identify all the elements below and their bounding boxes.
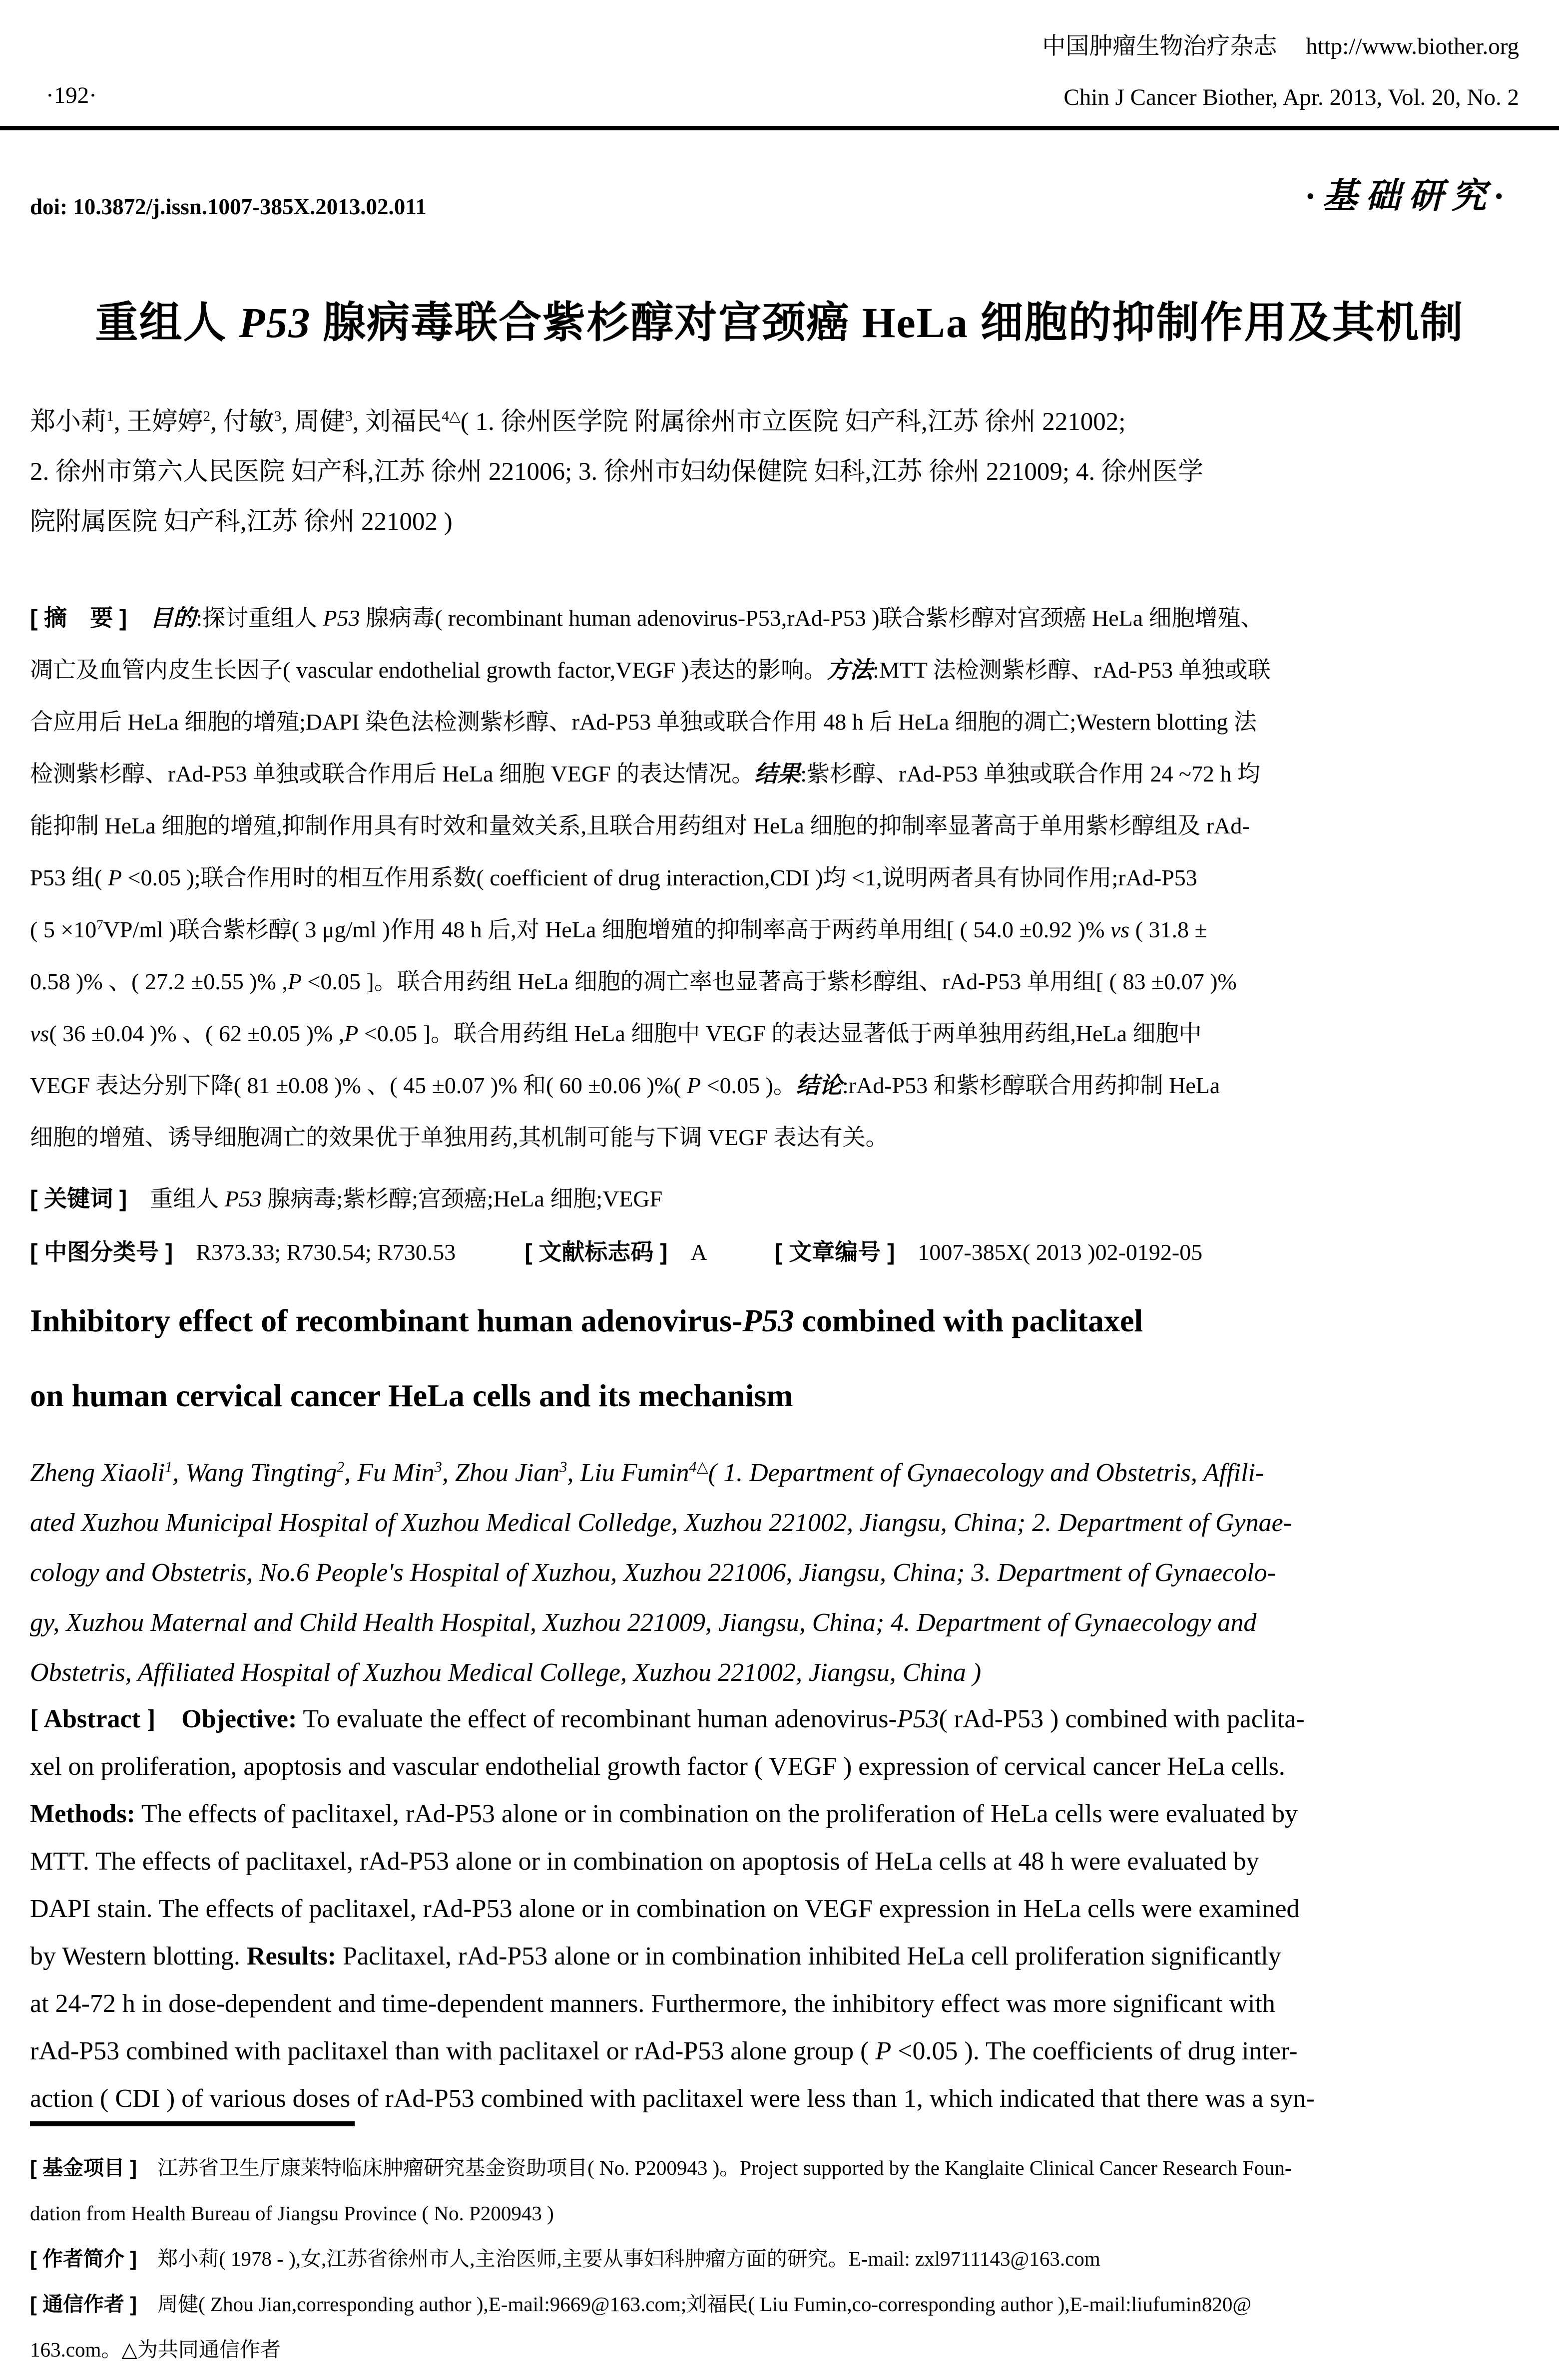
text-line: ( $5 \times 10^7VP/ml$ )联合紫杉醇( 3 μg/ml )作用 48 h 后,对 HeLa 细胞增殖的抑制率高于两药单用组[ ( 54.0 ±0.92 )% vs ( 31.8 ± — [30, 917, 1207, 942]
text-line: cology and Obstetris, No.6 People's Hospital of Xuzhou, Xuzhou 221006, Jiangsu, China; 3. Department of Gynaecolo- — [30, 1559, 1276, 1587]
text-line: dation from Health Bureau of Jiangsu Province ( No. P200943 ) — [30, 2202, 554, 2225]
footnote-rule — [30, 2121, 355, 2126]
text-line: gy, Xuzhou Maternal and Child Health Hospital, Xuzhou 221009, Jiangsu, China; 4. Department of Gynaecology and — [30, 1608, 1257, 1637]
text-line: MTT. The effects of paclitaxel, rAd-P53 alone or in combination on apoptosis of HeLa cells at 48 h were evaluated by — [30, 1847, 1259, 1876]
text-line: 合应用后 HeLa 细胞的增殖;DAPI 染色法检测紫杉醇、rAd-P53 单独或联合作用 48 h 后 HeLa 细胞的凋亡;Western blotting 法 — [30, 709, 1257, 735]
keywords-cn: [ 关键词 ] 重组人 P53 腺病毒;紫杉醇;宫颈癌;HeLa 细胞;VEGF — [30, 1186, 663, 1211]
text-line: [ 作者简介 ] 郑小莉( 1978 - ),女,江苏省徐州市人,主治医师,主要从事妇科肿瘤方面的研究。E-mail: zxl9711143@163.com — [30, 2247, 1100, 2270]
text-line: on human cervical cancer HeLa cells and its mechanism — [30, 1378, 793, 1413]
footnotes — [30, 2145, 1529, 2373]
text-line: DAPI stain. The effects of paclitaxel, rAd-P53 alone or in combination on VEGF expression in HeLa cells were examined — [30, 1895, 1300, 1923]
text-line: by Western blotting. Results: Paclitaxel, rAd-P53 alone or in combination inhibited HeLa cell proliferation significantly — [30, 1942, 1281, 1971]
column-label: ·基础研究· — [1306, 177, 1511, 216]
text-line: 院附属医院 妇产科,江苏 徐州 221002 ) — [30, 508, 453, 536]
text-line: 凋亡及血管内皮生长因子( vascular endothelial growth factor,VEGF )表达的影响。方法:MTT 法检测紫杉醇、rAd-P53 单独或联 — [30, 657, 1271, 683]
doi-line: doi: 10.3872/j.issn.1007-385X.2013.02.011 — [30, 194, 427, 219]
journal-title-line — [1042, 21, 1519, 72]
page-number: ·192· — [46, 82, 97, 108]
journal-title-cn: 中国肿瘤生物治疗杂志 — [1042, 33, 1277, 59]
text-line: Obstetris, Affiliated Hospital of Xuzhou Medical College, Xuzhou 221002, Jiangsu, China ) — [30, 1658, 982, 1687]
text-line: Zheng Xiaoli$^1$, Wang Tingting$^2$, Fu Min$^3$, Zhou Jian$^3$, Liu Fumin$^{4\triangle}$( 1. Department of Gynaecology and Obstetris, Affili- — [30, 1458, 1264, 1487]
abstract-cn — [30, 592, 1529, 1164]
authors-affiliations-en — [30, 1448, 1529, 1698]
text-line: 2. 徐州市第六人民医院 妇产科,江苏 徐州 221006; 3. 徐州市妇幼保健院 妇科,江苏 徐州 221009; 4. 徐州医学 — [30, 458, 1203, 486]
classification-line: [ 中图分类号 ] R373.33; R730.54; R730.53 [ 文献标志码 ] A [ 文章编号 ] 1007-385X( 2013 )02-0192-05 — [30, 1239, 1203, 1265]
text-line: Inhibitory effect of recombinant human adenovirus-P53 combined with paclitaxel — [30, 1303, 1143, 1338]
text-line: xel on proliferation, apoptosis and vascular endothelial growth factor ( VEGF ) expression of cervical cancer HeLa cells. — [30, 1752, 1285, 1781]
journal-citation-en: Chin J Cancer Biother, Apr. 2013, Vol. 20, No. 2 — [1063, 84, 1519, 110]
text-line: rAd-P53 combined with paclitaxel than with paclitaxel or rAd-P53 alone group ( P <0.05 ). The coefficients of drug inter- — [30, 2037, 1298, 2065]
text-line: 细胞的增殖、诱导细胞凋亡的效果优于单独用药,其机制可能与下调 VEGF 表达有关。 — [30, 1125, 889, 1150]
page-header — [1042, 21, 1519, 123]
text-line: vs( 36 ±0.04 )% 、( 62 ±0.05 )% ,P <0.05 ]。联合用药组 HeLa 细胞中 VEGF 的表达显著低于两单独用药组,HeLa 细胞中 — [30, 1021, 1202, 1046]
text-line: [ 通信作者 ] 周健( Zhou Jian,corresponding author ),E-mail:9669@163.com;刘福民( Liu Fumin,co-corresponding author ),E-mail:liufumin820@ — [30, 2293, 1252, 2316]
text-line: 郑小莉$^1$, 王婷婷$^2$, 付敏$^3$, 周健$^3$, 刘福民$^{4\triangle}$( 1. 徐州医学院 附属徐州市立医院 妇产科,江苏 徐州 221002; — [30, 408, 1126, 436]
text-line: ated Xuzhou Municipal Hospital of Xuzhou Medical Colledge, Xuzhou 221002, Jiangsu, China; 2. Department of Gynae- — [30, 1509, 1292, 1537]
text-line: [ 摘 要 ] 目的:探讨重组人 P53 腺病毒( recombinant human adenovirus-P53,rAd-P53 )联合紫杉醇对宫颈癌 HeLa 细胞增殖、 — [30, 605, 1264, 631]
text-line: 能抑制 HeLa 细胞的增殖,抑制作用具有时效和量效关系,且联合用药组对 HeLa 细胞的抑制率显著高于单用紫杉醇组及 rAd- — [30, 813, 1250, 838]
text-line: at 24-72 h in dose-dependent and time-dependent manners. Furthermore, the inhibitory effect was more significant with — [30, 1989, 1275, 2018]
header-rule — [0, 126, 1559, 130]
text-line: [ 基金项目 ] 江苏省卫生厅康莱特临床肿瘤研究基金资助项目( No. P200943 )。Project supported by the Kanglaite Clinical Cancer Research Foun- — [30, 2156, 1292, 2179]
authors-affiliations-cn — [30, 397, 1524, 547]
text-line: 163.com。△为共同通信作者 — [30, 2338, 281, 2361]
text-line: Methods: The effects of paclitaxel, rAd-P53 alone or in combination on the proliferation of HeLa cells were evaluated by — [30, 1800, 1298, 1828]
text-line: VEGF 表达分别下降( 81 ±0.08 )% 、( 45 ±0.07 )% 和( 60 ±0.06 )%( P <0.05 )。结论:rAd-P53 和紫杉醇联合用药抑制 HeLa — [30, 1073, 1220, 1098]
abstract-en — [30, 1695, 1529, 2122]
text-line: action ( CDI ) of various doses of rAd-P53 combined with paclitaxel were less than 1, which indicated that there was a syn- — [30, 2084, 1315, 2113]
article-title-cn: 重组人 P53 腺病毒联合紫杉醇对宫颈癌 HeLa 细胞的抑制作用及其机制 — [95, 299, 1464, 347]
article-title-en — [30, 1283, 1529, 1433]
text-line: [ Abstract ] Objective: To evaluate the effect of recombinant human adenovirus-P53( rAd-P53 ) combined with paclita- — [30, 1705, 1305, 1733]
text-line: P53 组( P <0.05 );联合作用时的相互作用系数( coefficient of drug interaction,CDI )均 <1,说明两者具有协同作用;rAd-P53 — [30, 865, 1197, 890]
text-line: 检测紫杉醇、rAd-P53 单独或联合作用后 HeLa 细胞 VEGF 的表达情况。结果:紫杉醇、rAd-P53 单独或联合作用 24 ~72 h 均 — [30, 761, 1260, 787]
text-line: 0.58 )% 、( 27.2 ±0.55 )% ,P <0.05 ]。联合用药组 HeLa 细胞的凋亡率也显著高于紫杉醇组、rAd-P53 单用组[ ( 83 ±0.07 )% — [30, 969, 1237, 994]
journal-url: http://www.biother.org — [1306, 33, 1519, 59]
